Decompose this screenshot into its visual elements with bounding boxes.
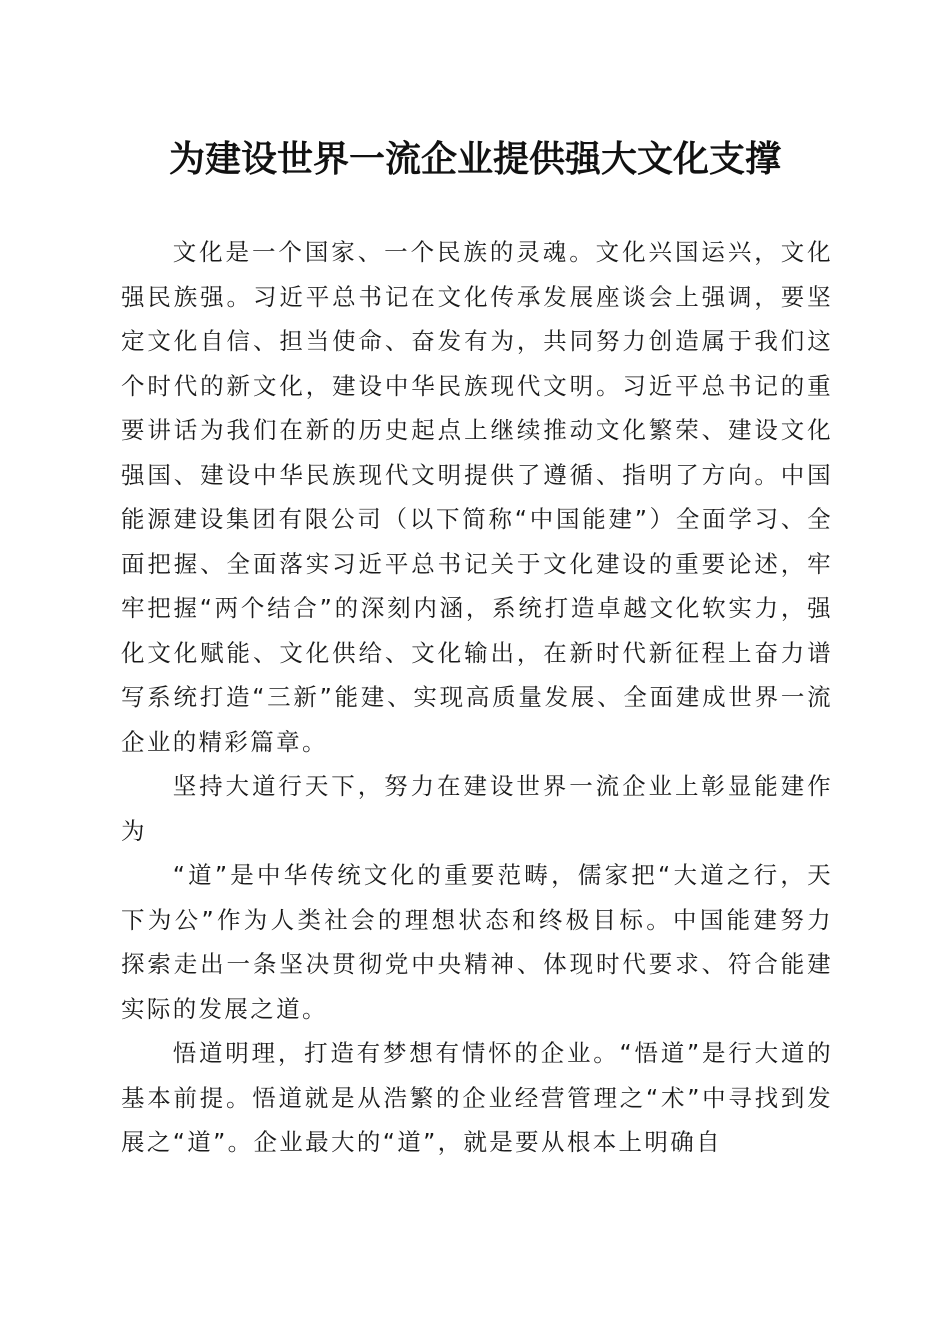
paragraph-dao: “道”是中华传统文化的重要范畴，儒家把“大道之行，天下为公”作为人类社会的理想状态和终极目标。中国能建努力探索走出一条坚决贯彻党中央精神、体现时代要求、符合能建实际的发展之道。 — [121, 861, 833, 1023]
section-heading: 坚持大道行天下，努力在建设世界一流企业上彰显能建作为 — [121, 772, 833, 845]
paragraph-intro: 文化是一个国家、一个民族的灵魂。文化兴国运兴，文化强民族强。习近平总书记在文化传承发展座谈会上强调，要坚定文化自信、担当使命、奋发有为，共同努力创造属于我们这个时代的新文化，建设中华民族现代文明。习近平总书记的重要讲话为我们在新的历史起点上继续推动文化繁荣、建设文化强国、建设中华民族现代文明提供了遵循、指明了方向。中国能源建设集团有限公司（以下简称“中国能建”）全面学习、全面把握、全面落实习近平总书记关于文化建设的重要论述，牢牢把握“两个结合”的深刻内涵，系统打造卓越文化软实力，强化文化赋能、文化供给、文化输出，在新时代新征程上奋力谱写系统打造“三新”能建、实现高质量发展、全面建成世界一流企业的精彩篇章。 — [121, 238, 833, 756]
document-body — [121, 230, 833, 1165]
page-title: 为建设世界一流企业提供强大文化支撑 — [168, 138, 781, 180]
paragraph-wudao: 悟道明理，打造有梦想有情怀的企业。“悟道”是行大道的基本前提。悟道就是从浩繁的企业经营管理之“术”中寻找到发展之“道”。企业最大的“道”，就是要从根本上明确自 — [121, 1039, 833, 1156]
